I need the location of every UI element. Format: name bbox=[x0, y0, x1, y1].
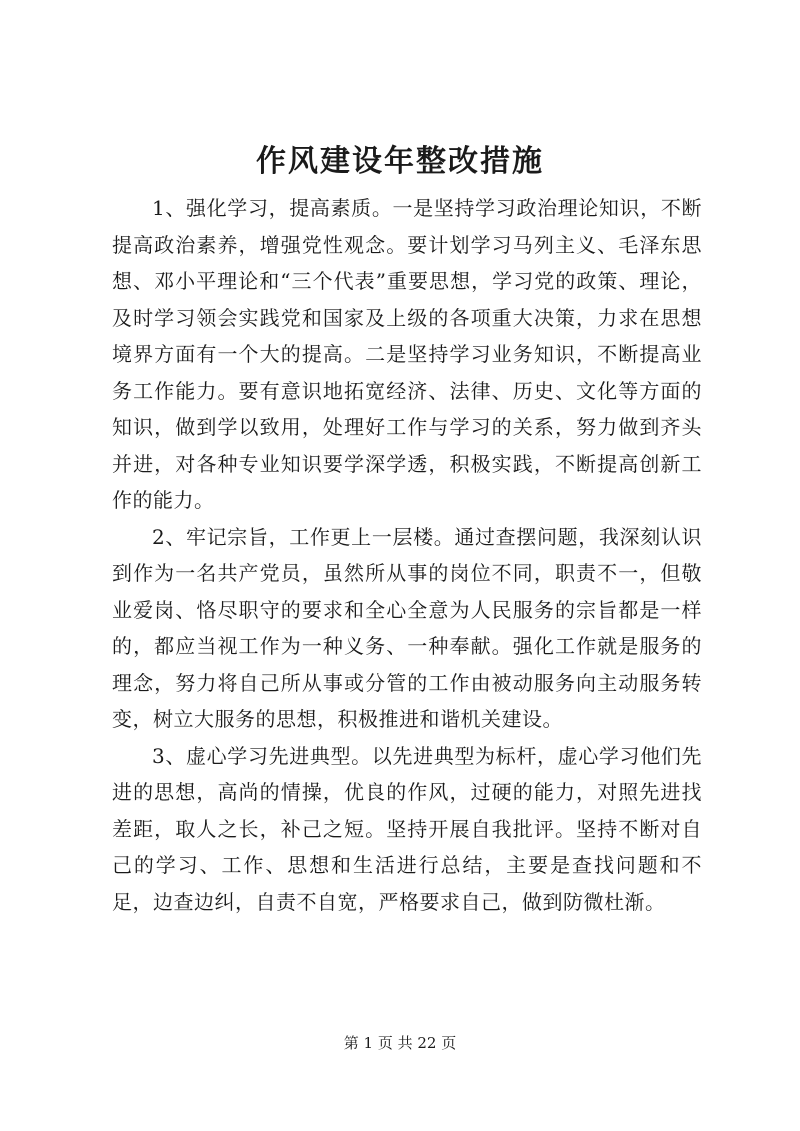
paragraph-3: 3、虚心学习先进典型。以先进典型为标杆，虚心学习他们先进的思想，高尚的情操，优良的作风，过硬的能力，对照先进找差距，取人之长，补己之短。坚持开展自我批评。坚持不断对自己的学习、工作、思想和生活进行总结，主要是查找问题和不足，边查边纠，自责不自宽，严格要求自己，做到防微杜渐。 bbox=[112, 743, 702, 914]
paragraph-1: 1、强化学习，提高素质。一是坚持学习政治理论知识，不断提高政治素养，增强党性观念。要计划学习马列主义、毛泽东思想、邓小平理论和“三个代表”重要思想，学习党的政策、理论，及时学习领会实践党和国家及上级的各项重大决策，力求在思想境界方面有一个大的提高。二是坚持学习业务知识，不断提高业务工作能力。要有意识地拓宽经济、法律、历史、文化等方面的知识，做到学以致用，处理好工作与学习的关系，努力做到齐头并进，对各种专业知识要学深学透，积极实践，不断提高创新工作的能力。 bbox=[112, 196, 702, 512]
page-number: 第 1 页 共 22 页 bbox=[343, 1034, 457, 1052]
paragraph-2: 2、牢记宗旨，工作更上一层楼。通过查摆问题，我深刻认识到作为一名共产党员，虽然所从事的岗位不同，职责不一，但敬业爱岗、恪尽职守的要求和全心全意为人民服务的宗旨都是一样的，都应当视工作为一种义务、一种奉献。强化工作就是服务的理念，努力将自己所从事或分管的工作由被动服务向主动服务转变，树立大服务的思想，积极推进和谐机关建设。 bbox=[112, 524, 702, 731]
page-title: 作风建设年整改措施 bbox=[256, 144, 544, 179]
document-body bbox=[112, 190, 702, 920]
